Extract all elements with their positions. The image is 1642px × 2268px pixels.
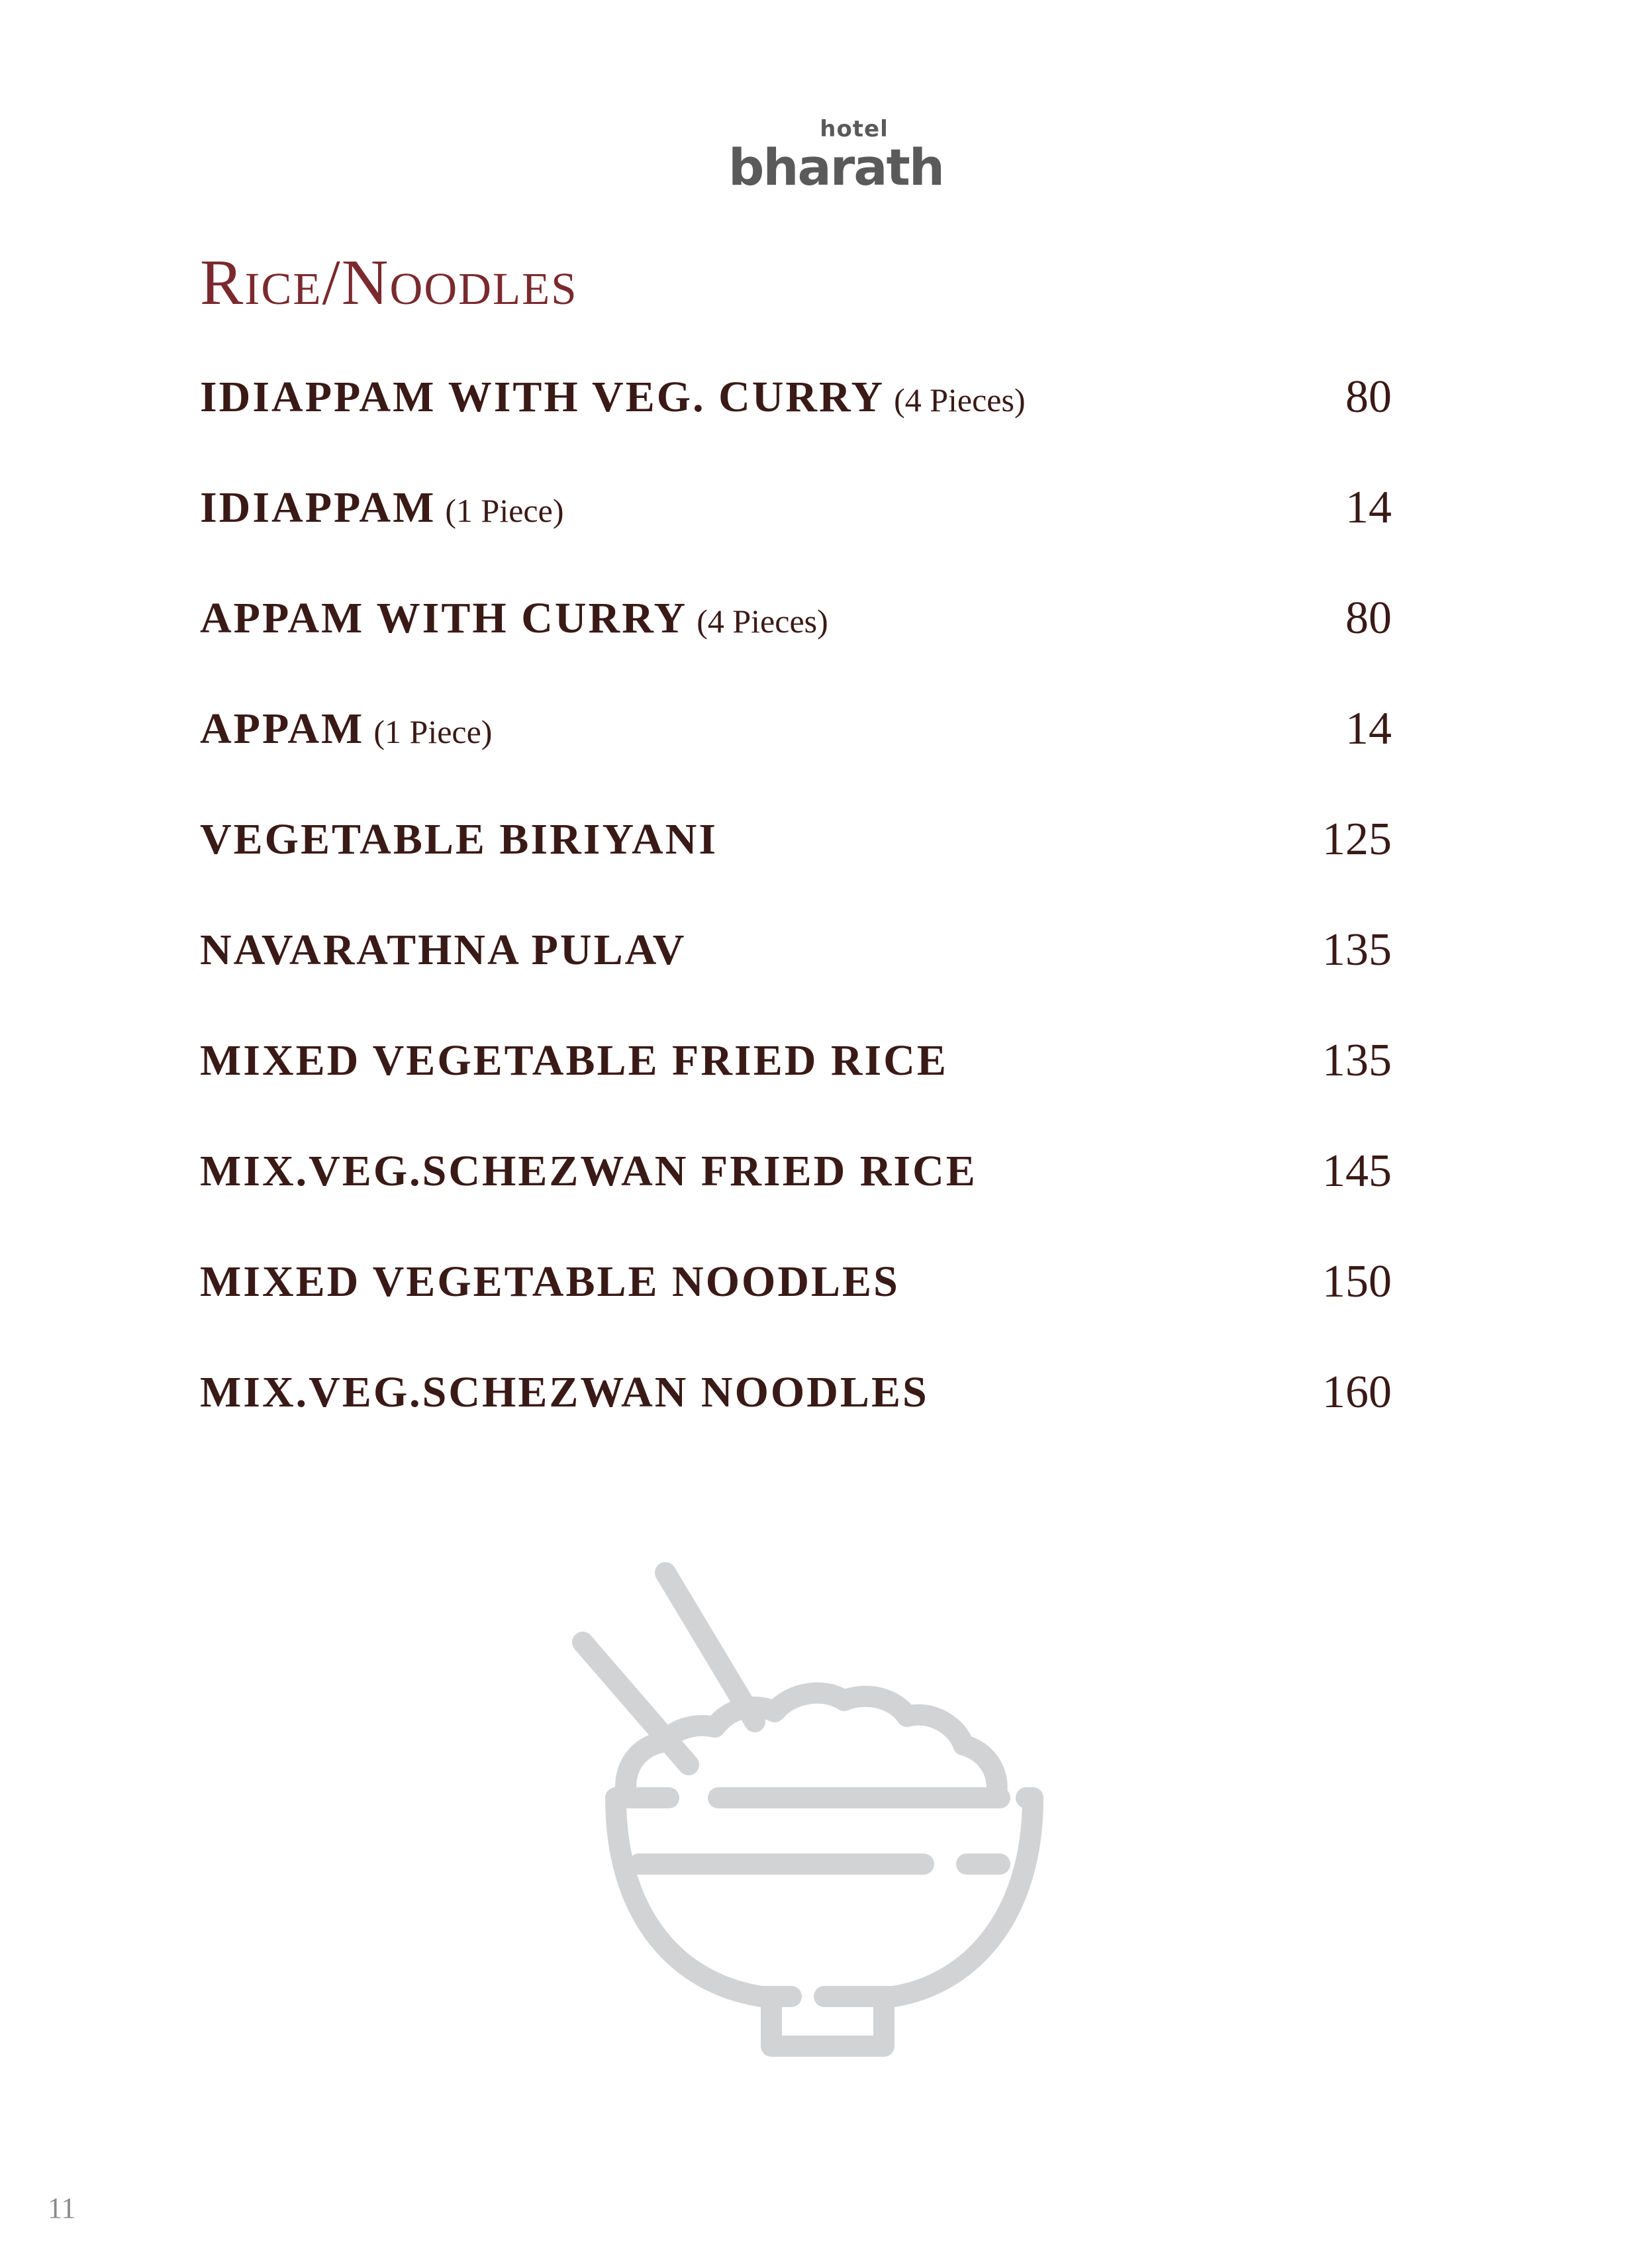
item-price: 145 bbox=[1322, 1146, 1392, 1197]
item-name-wrap bbox=[200, 358, 1026, 440]
rice-bowl-with-chopsticks-icon bbox=[563, 1543, 1092, 2073]
section-title: Rice/Noodles bbox=[200, 247, 578, 319]
item-name: NAVARATHNA PULAV bbox=[200, 926, 687, 974]
hotel-logo bbox=[728, 116, 943, 209]
item-name-wrap bbox=[200, 911, 686, 990]
item-name: APPAM bbox=[200, 705, 365, 753]
item-name-wrap bbox=[200, 1242, 900, 1322]
item-name: IDIAPPAM bbox=[200, 483, 436, 532]
item-name-wrap bbox=[200, 1021, 948, 1101]
item-note: (4 Pieces) bbox=[697, 603, 828, 640]
item-price: 14 bbox=[1345, 482, 1392, 533]
menu-list bbox=[200, 358, 1392, 1463]
item-name: VEGETABLE BIRIYANI bbox=[200, 815, 718, 863]
item-price: 160 bbox=[1322, 1367, 1392, 1418]
item-price: 14 bbox=[1345, 703, 1392, 754]
bowl-body bbox=[616, 1798, 1033, 1997]
item-name: MIX.VEG.SCHEZWAN NOODLES bbox=[200, 1368, 929, 1416]
item-name-wrap bbox=[200, 1132, 977, 1211]
item-name-wrap bbox=[200, 579, 828, 661]
menu-item bbox=[200, 911, 1392, 1021]
item-price: 150 bbox=[1322, 1256, 1392, 1307]
menu-item bbox=[200, 1353, 1392, 1463]
menu-item bbox=[200, 1132, 1392, 1242]
item-price: 80 bbox=[1345, 371, 1392, 422]
logo-small-text: hotel bbox=[820, 116, 889, 142]
menu-item bbox=[200, 358, 1392, 468]
item-name: MIXED VEGETABLE NOODLES bbox=[200, 1257, 900, 1306]
item-note: (1 Piece) bbox=[445, 492, 564, 529]
item-note: (4 Pieces) bbox=[894, 381, 1026, 419]
menu-item bbox=[200, 1021, 1392, 1132]
item-name: IDIAPPAM WITH VEG. CURRY bbox=[200, 373, 885, 421]
menu-item bbox=[200, 579, 1392, 689]
page-number: 11 bbox=[48, 2192, 76, 2224]
item-price: 80 bbox=[1345, 593, 1392, 644]
item-name: MIXED VEGETABLE FRIED RICE bbox=[200, 1036, 948, 1085]
item-note: (1 Piece) bbox=[373, 713, 493, 750]
menu-item bbox=[200, 1242, 1392, 1353]
item-name: APPAM WITH CURRY bbox=[200, 594, 688, 642]
menu-item bbox=[200, 468, 1392, 579]
item-name-wrap bbox=[200, 1353, 929, 1432]
item-name-wrap bbox=[200, 468, 563, 550]
menu-item bbox=[200, 800, 1392, 911]
item-name-wrap bbox=[200, 689, 492, 771]
item-price: 135 bbox=[1322, 1035, 1392, 1086]
menu-item bbox=[200, 689, 1392, 800]
item-price: 125 bbox=[1322, 814, 1392, 865]
item-name-wrap bbox=[200, 800, 718, 879]
logo-brand-text: bharath bbox=[728, 138, 943, 197]
item-price: 135 bbox=[1322, 924, 1392, 975]
item-name: MIX.VEG.SCHEZWAN FRIED RICE bbox=[200, 1147, 977, 1195]
